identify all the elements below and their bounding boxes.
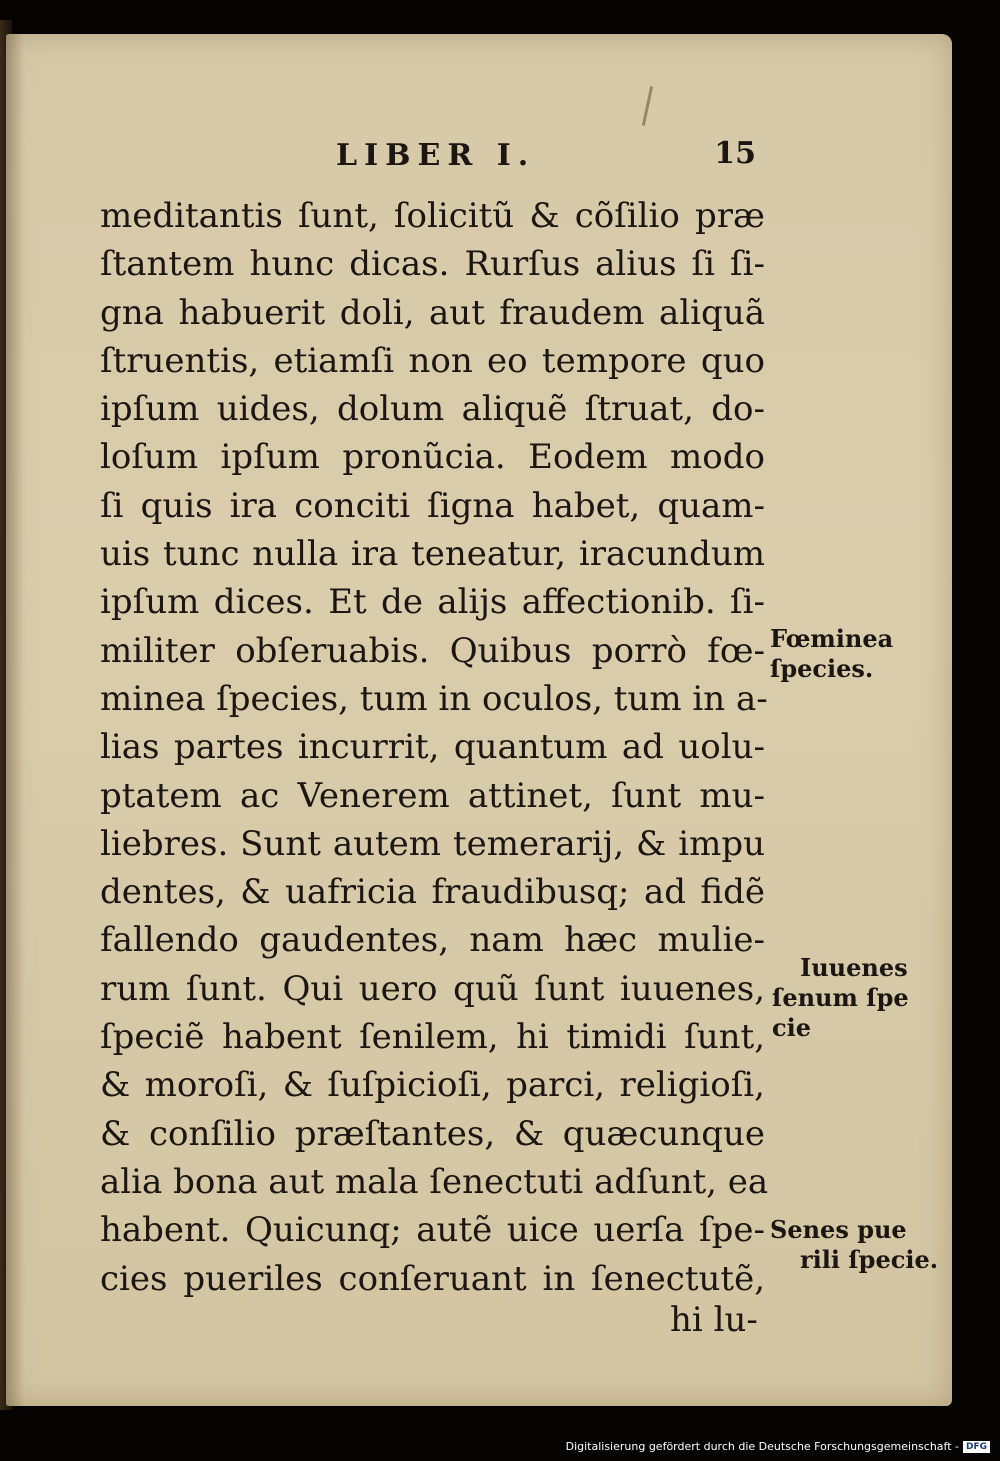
text-line: gna habuerit doli, aut fraudem aliquã	[100, 292, 765, 333]
page-header	[336, 138, 756, 178]
marginal-note-line: rili ſpecie.	[800, 1245, 939, 1274]
marginal-note-line: Iuuenes	[800, 953, 908, 982]
text-line: liebres. Sunt autem temerarij, & impu	[100, 823, 765, 864]
marginal-note-line: ſpecies.	[770, 654, 874, 683]
text-line: meditantis ſunt, ſolicitũ & cõſilio præ	[100, 196, 765, 236]
text-line: & moroſi, & ſuſpicioſi, parci, religioſi,	[100, 1065, 765, 1106]
marginal-note-line: cie	[772, 1013, 811, 1042]
text-line: lias partes incurrit, quantum ad uolu-	[100, 727, 765, 768]
text-line: ſpeciẽ habent ſenilem, hi timidi ſunt,	[100, 1017, 765, 1058]
page-number: 15	[714, 136, 756, 171]
marginal-note-old-puerile-species	[770, 1215, 938, 1275]
dfg-logo: DFG	[963, 1441, 990, 1453]
text-line: dentes, & uafricia fraudibusq; ad fidẽ	[100, 872, 765, 913]
text-line: ipſum uides, dolum aliquẽ ſtruat, do-	[100, 389, 765, 430]
catchword: hi lu-	[670, 1300, 758, 1340]
text-line: fallendo gaudentes, nam hæc mulie-	[100, 920, 765, 961]
marginal-note-line: ſenum ſpe	[772, 983, 909, 1012]
text-line: ſi quis ira conciti ſigna habet, quam-	[100, 485, 765, 526]
running-head: LIBER I.	[336, 138, 536, 173]
credit-text: Digitalisierung gefördert durch die Deutsche Forschungsgemeinschaft -	[565, 1440, 959, 1453]
text-line: alia bona aut mala ſenectuti adſunt, ea	[100, 1161, 769, 1202]
text-line: minea ſpecies, tum in oculos, tum in a-	[100, 678, 768, 719]
marginal-note-line: Senes pue	[770, 1215, 907, 1244]
text-line: ipſum dices. Et de alijs affectionib. ſi-	[100, 582, 765, 623]
text-line: habent. Quicunq; autẽ uice uerſa ſpe-	[100, 1210, 765, 1251]
main-text-block	[100, 192, 769, 1303]
marginal-note-line: Fœminea	[770, 624, 894, 653]
marginal-note-feminine-species	[770, 624, 893, 684]
text-line: uis tunc nulla ira teneatur, iracundum	[100, 534, 765, 575]
marginal-note-youth-old-species	[772, 953, 909, 1043]
text-line: militer obſeruabis. Quibus porrò fœ-	[100, 630, 765, 671]
text-line: loſum ipſum pronũcia. Eodem modo	[100, 437, 765, 478]
text-line: ptatem ac Venerem attinet, ſunt mu-	[100, 775, 765, 816]
text-line: & conſilio præſtantes, & quæcunque	[100, 1113, 765, 1154]
text-line: cies pueriles conſeruant in ſenectutẽ,	[100, 1258, 765, 1299]
ink-mark	[642, 86, 653, 126]
digitization-credit	[566, 1440, 990, 1453]
text-line: ſtantem hunc dicas. Rurſus alius ſi ſi-	[100, 244, 765, 285]
text-line: ſtruentis, etiamſi non eo tempore quo	[100, 340, 765, 381]
text-line: rum ſunt. Qui uero quũ ſunt iuuenes,	[100, 968, 765, 1009]
